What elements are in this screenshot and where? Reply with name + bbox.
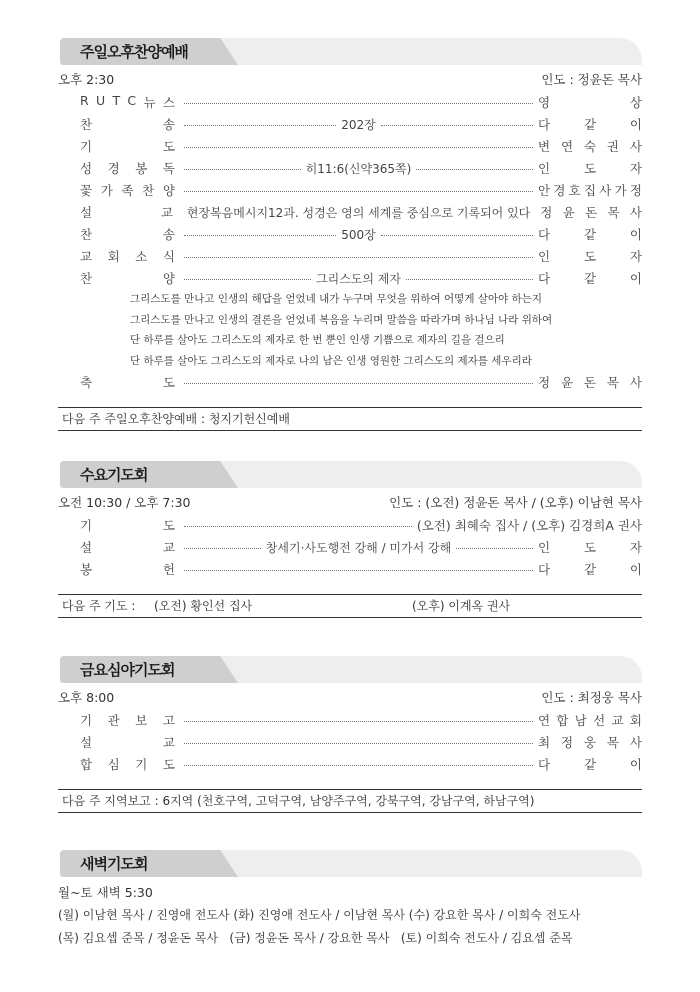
- dot-leader: [184, 160, 533, 177]
- dot-leader: [184, 763, 533, 766]
- friday-prayer-section: [58, 652, 642, 813]
- dot-leader: [184, 189, 533, 192]
- dawn-prayer-section: [58, 846, 642, 950]
- section-title: 새벽기도회: [80, 855, 148, 873]
- item-person: 다 같 이: [538, 117, 642, 132]
- item-person: 최 정 웅 목 사: [538, 735, 642, 750]
- item-detail: 202장: [341, 117, 376, 132]
- dot-leader: [184, 270, 533, 287]
- service-item-row: [58, 113, 642, 135]
- section-header: [58, 34, 642, 65]
- service-item-row: [58, 753, 642, 775]
- dot-leader: [184, 255, 533, 258]
- service-item-row: [58, 514, 642, 536]
- order-of-service: [58, 91, 642, 289]
- item-person: 다 같 이: [538, 757, 642, 772]
- item-label: 기 관 보 고: [80, 713, 175, 728]
- item-person: 다 같 이: [538, 271, 642, 286]
- next-week-note: 다음 주 지역보고 : 6지역 (천호구역, 고덕구역, 남양주구역, 강북구역, 강남구역, 하남구역): [58, 789, 642, 813]
- dot-leader: [184, 539, 533, 556]
- dot-leader: [184, 719, 533, 722]
- item-detail: 현장복음메시지12과. 성경은 영의 세계를 중심으로 기록되어 있다: [186, 205, 531, 220]
- lyric-line: 그리스도를 만나고 인생의 해답을 얻었네 내가 누구며 무엇을 위하여 어떻게 살아야 하는지: [130, 293, 543, 305]
- dot-leader: [184, 568, 533, 571]
- item-detail: 히11:6(신약365쪽): [305, 161, 412, 176]
- next-label: 다음 주 기도 :: [62, 599, 136, 613]
- section-title: 금요심야기도회: [80, 661, 175, 679]
- item-label: 기 도: [80, 139, 175, 154]
- service-meta: [58, 69, 642, 91]
- service-leader: 인도 : 정윤돈 목사: [541, 72, 642, 87]
- lyric-line: 단 하루를 살아도 그리스도의 제자로 나의 남은 인생 영원한 그리스도의 제자를 세우리라: [130, 354, 532, 367]
- dawn-schedule-line: (월) 이남현 목사 / 진영애 전도사 (화) 진영애 전도사 / 이남현 목사 (수) 강요한 목사 / 이희숙 전도사: [58, 908, 581, 922]
- dot-leader: [184, 741, 533, 744]
- service-item-row: [58, 179, 642, 201]
- service-item-row: [58, 558, 642, 580]
- item-person: 변 연 숙 권 사: [538, 139, 642, 154]
- item-detail: 500장: [341, 227, 376, 242]
- next-week-note: [58, 594, 642, 618]
- item-person: (오전) 최혜숙 집사 / (오후) 김경희A 권사: [416, 518, 642, 533]
- service-time: 오후 2:30: [58, 72, 115, 87]
- item-person: 다 같 이: [538, 227, 642, 242]
- service-leader: 인도 : (오전) 정윤돈 목사 / (오후) 이남현 목사: [389, 495, 642, 510]
- item-label: R U T C 뉴 스: [80, 93, 175, 110]
- service-item-row: [58, 371, 642, 393]
- item-person: 연 합 남 선 교 회: [538, 713, 642, 728]
- service-leader: 인도 : 최정웅 목사: [541, 690, 642, 705]
- dot-leader: [184, 145, 533, 148]
- item-label: 찬 양: [80, 271, 175, 286]
- lyric-line: 그리스도를 만나고 인생의 결론을 얻었네 복음을 누리며 말씀을 따라가며 하나님 나라 위하여: [130, 313, 553, 326]
- section-header: [58, 652, 642, 683]
- service-item-row: [58, 223, 642, 245]
- service-item-row: [58, 135, 642, 157]
- item-label: 성 경 봉 독: [80, 161, 175, 176]
- item-label: 꽃 가 족 찬 양: [80, 183, 175, 198]
- item-label: 합 심 기 도: [80, 757, 175, 772]
- item-person: 인 도 자: [538, 161, 642, 176]
- service-item-row: [58, 267, 642, 289]
- dot-leader: [182, 204, 535, 221]
- next-am: (오전) 황인선 집사: [154, 599, 253, 613]
- service-meta: [58, 687, 642, 709]
- item-label: 찬 송: [80, 227, 175, 242]
- service-item-row: [58, 91, 642, 113]
- service-item-row: [58, 157, 642, 179]
- next-week-note: 다음 주 주일오후찬양예배 : 청지기헌신예배: [58, 407, 642, 431]
- item-person: 영 상: [538, 95, 642, 110]
- item-person: 안 경 호 집 사 가 정: [538, 183, 642, 198]
- service-item-row: [58, 731, 642, 753]
- item-label: 설 교: [80, 540, 175, 555]
- dawn-schedule-line: (목) 김요셉 준목 / 정윤돈 목사 (금) 정윤돈 목사 / 강요한 목사 (토) 이희숙 전도사 / 김요셉 준목: [58, 931, 573, 945]
- item-label: 설 교: [80, 205, 173, 220]
- item-detail: 그리스도의 제자: [316, 271, 401, 286]
- section-header: [58, 846, 642, 877]
- item-person: 다 같 이: [538, 562, 642, 577]
- item-label: 교 회 소 식: [80, 249, 175, 264]
- dot-leader: [184, 101, 533, 104]
- service-item-row: [58, 201, 642, 223]
- item-detail: 창세기·사도행전 강해 / 미가서 강해: [265, 540, 452, 555]
- wednesday-prayer-section: [58, 457, 642, 618]
- service-item-row: [58, 709, 642, 731]
- service-item-row: [58, 245, 642, 267]
- section-header: [58, 457, 642, 488]
- dot-leader: [184, 524, 412, 527]
- order-of-service: [58, 709, 642, 775]
- dot-leader: [184, 226, 533, 243]
- service-time: 오후 8:00: [58, 690, 115, 705]
- item-label: 설 교: [80, 735, 175, 750]
- item-person: 인 도 자: [538, 249, 642, 264]
- service-meta: [58, 492, 642, 514]
- section-title: 수요기도회: [80, 466, 148, 484]
- item-label: 기 도: [80, 518, 175, 533]
- next-pm: (오후) 이계옥 권사: [412, 599, 511, 613]
- song-lyrics: [130, 289, 642, 371]
- item-person: 정 윤 돈 목 사: [538, 375, 642, 390]
- item-person: 정 윤 돈 목 사: [540, 205, 642, 220]
- dawn-time: 월~토 새벽 5:30: [58, 885, 153, 900]
- item-label: 축 도: [80, 375, 175, 390]
- dot-leader: [184, 381, 533, 384]
- lyric-line: 단 하루를 살아도 그리스도의 제자로 한 번 뿐인 인생 기쁨으로 제자의 길을 걸으리: [130, 334, 505, 346]
- benediction-row: [58, 371, 642, 393]
- item-person: 인 도 자: [538, 540, 642, 555]
- service-time: 오전 10:30 / 오후 7:30: [58, 495, 191, 510]
- item-label: 봉 헌: [80, 562, 175, 577]
- order-of-service: [58, 514, 642, 580]
- dot-leader: [184, 116, 533, 133]
- sunday-service-section: [58, 34, 642, 431]
- item-label: 찬 송: [80, 117, 175, 132]
- service-item-row: [58, 536, 642, 558]
- section-title: 주일오후찬양예배: [80, 43, 188, 61]
